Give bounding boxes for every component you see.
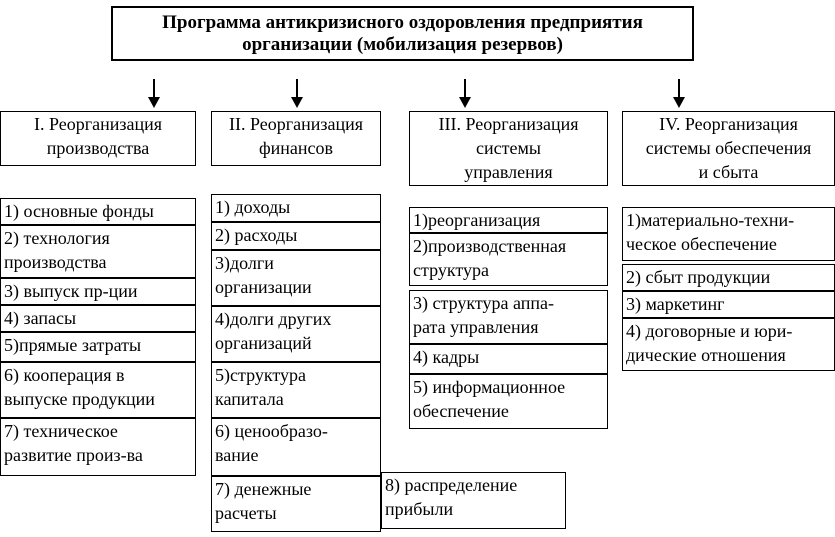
list-item: 4)долги других организаций bbox=[211, 306, 381, 362]
list-item: 4) кадры bbox=[409, 344, 608, 374]
column-1-heading: I. Реорганизация производства bbox=[0, 111, 196, 166]
down-arrow-icon bbox=[146, 79, 162, 109]
list-item: 7) денежные расчеты bbox=[211, 476, 381, 532]
down-arrow-icon bbox=[457, 79, 473, 109]
list-item: 1)материально-техни- ческое обеспечение bbox=[622, 207, 835, 261]
down-arrow-icon bbox=[289, 79, 305, 109]
program-title-line-2: организации (мобилизация резервов) bbox=[242, 34, 563, 55]
list-item: 5)прямые затраты bbox=[0, 332, 196, 362]
list-item: 1) основные фонды bbox=[0, 198, 196, 225]
list-item: 1)реорганизация bbox=[409, 207, 608, 233]
list-item: 4) запасы bbox=[0, 305, 196, 332]
list-item: 2) сбыт продукции bbox=[622, 264, 835, 291]
list-item: 4) договорные и юри- дические отношения bbox=[622, 318, 835, 371]
list-item: 2) расходы bbox=[211, 222, 381, 250]
list-item: 3)долги организации bbox=[211, 250, 381, 306]
list-item: 5)структура капитала bbox=[211, 362, 381, 418]
list-item: 3) структура аппа- рата управления bbox=[409, 290, 608, 344]
list-item: 5) информационное обеспечение bbox=[409, 374, 608, 429]
program-title-box bbox=[111, 6, 694, 61]
list-item: 3) маркетинг bbox=[622, 291, 835, 318]
list-item: 2)производственная структура bbox=[409, 233, 608, 286]
program-title-line-1: Программа антикризисного оздоровления предприятия bbox=[162, 12, 643, 33]
list-item: 8) распределение прибыли bbox=[381, 472, 566, 529]
list-item: 2) технология производства bbox=[0, 225, 196, 278]
column-3-heading: III. Реорганизация системы управления bbox=[409, 111, 608, 186]
list-item: 3) выпуск пр-ции bbox=[0, 278, 196, 305]
list-item: 7) техническое развитие произ-ва bbox=[0, 418, 196, 476]
down-arrow-icon bbox=[671, 79, 687, 109]
list-item: 6) кооперация в выпуске продукции bbox=[0, 362, 196, 418]
column-4-heading: IV. Реорганизация системы обеспечения и сбыта bbox=[622, 111, 835, 186]
column-2-heading: II. Реорганизация финансов bbox=[211, 111, 381, 166]
list-item: 6) ценообразо- вание bbox=[211, 418, 381, 476]
list-item: 1) доходы bbox=[211, 194, 381, 222]
